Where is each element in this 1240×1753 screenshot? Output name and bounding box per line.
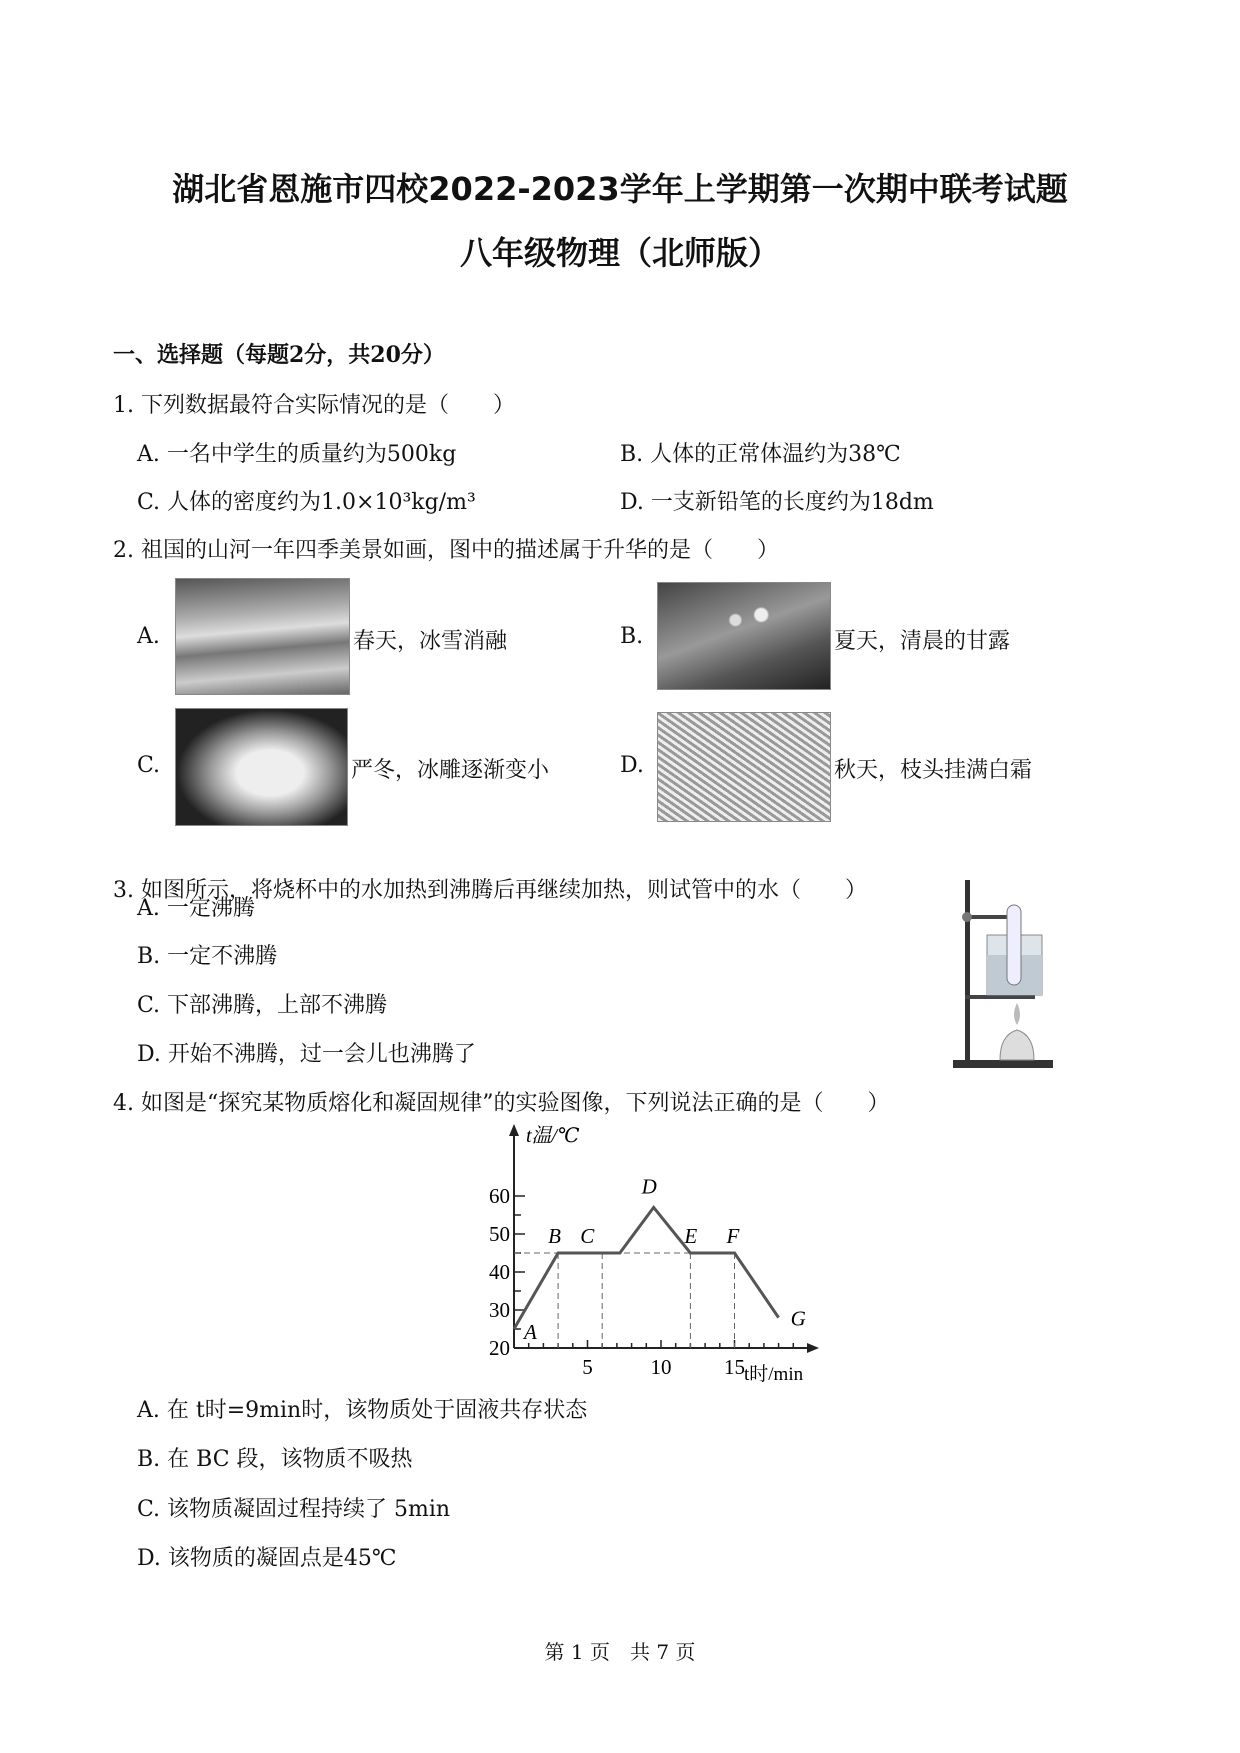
y-axis-label: t温/℃ [526,1125,580,1147]
q2-option-d-label: D. [620,753,644,778]
photo-melting-ice [175,578,350,695]
q2-stem: 2. 祖国的山河一年四季美景如画，图中的描述属于升华的是（ ） [113,538,779,563]
photo-frost-branches [657,712,831,822]
x-axis-label: t时/min [744,1364,804,1385]
q4-option-d: D. 该物质的凝固点是45℃ [137,1546,397,1571]
y-tick-label: 40 [489,1260,510,1284]
q1-stem: 1. 下列数据最符合实际情况的是（ ） [113,393,515,418]
point-label-C: C [580,1224,595,1248]
point-label-F: F [726,1224,740,1248]
x-axis-arrow [807,1343,819,1353]
boiling-apparatus-diagram [945,875,1055,1075]
q2-option-a-text: 春天，冰雪消融 [353,629,508,654]
y-tick-label: 30 [489,1298,510,1322]
section-heading: 一、选择题（每题2分，共20分） [113,342,445,368]
q3-option-c: C. 下部沸腾，上部不沸腾 [137,993,388,1018]
x-tick-label: 5 [582,1355,593,1379]
page-footer: 第 1 页 共 7 页 [544,1640,696,1664]
q1-option-b: B. 人体的正常体温约为38℃ [620,442,901,467]
q2-option-d-text: 秋天，枝头挂满白霜 [834,758,1033,783]
point-label-A: A [524,1320,537,1344]
y-tick-label: 50 [489,1222,510,1246]
y-tick-label: 60 [489,1184,510,1208]
point-label-D: D [641,1174,657,1199]
q1-option-d: D. 一支新铅笔的长度约为18dm [620,490,934,515]
q2-option-a-label: A. [137,624,160,649]
photo-dew-drops [657,582,831,690]
point-label-G: G [790,1306,806,1331]
q4-stem: 4. 如图是“探究某物质熔化和凝固规律”的实验图像，下列说法正确的是（ ） [113,1091,890,1116]
y-axis-arrow [509,1124,519,1136]
page-title: 湖北省恩施市四校2022-2023学年上学期第一次期中联考试题 [172,170,1068,208]
q1-option-a: A. 一名中学生的质量约为500kg [137,442,457,467]
q4-option-a: A. 在 t时=9min时，该物质处于固液共存状态 [137,1398,588,1423]
temperature-time-chart [460,1120,820,1390]
x-tick-label: 10 [650,1355,672,1379]
point-label-B: B [548,1224,561,1248]
q2-option-c-text: 严冬，冰雕逐渐变小 [351,758,550,783]
q2-option-b-text: 夏天，清晨的甘露 [834,629,1011,654]
q2-option-b-label: B. [620,624,644,649]
page-subtitle: 八年级物理（北师版） [459,234,780,272]
q4-option-b: B. 在 BC 段，该物质不吸热 [137,1447,413,1472]
q2-option-c-label: C. [137,753,161,778]
y-tick-label: 20 [489,1336,510,1360]
q3-option-b: B. 一定不沸腾 [137,944,278,969]
point-label-E: E [684,1224,698,1248]
q3-option-a: A. 一定沸腾 [137,896,255,921]
q4-option-c: C. 该物质凝固过程持续了 5min [137,1497,451,1522]
photo-ice-sculpture [175,708,348,826]
x-tick-label: 15 [724,1355,745,1379]
q3-option-d: D. 开始不沸腾，过一会儿也沸腾了 [137,1042,476,1067]
q1-option-c: C. 人体的密度约为1.0×10³kg/m³ [137,490,476,515]
q3-stem: 3. 如图所示，将烧杯中的水加热到沸腾后再继续加热，则试管中的水（ ） [113,878,867,903]
